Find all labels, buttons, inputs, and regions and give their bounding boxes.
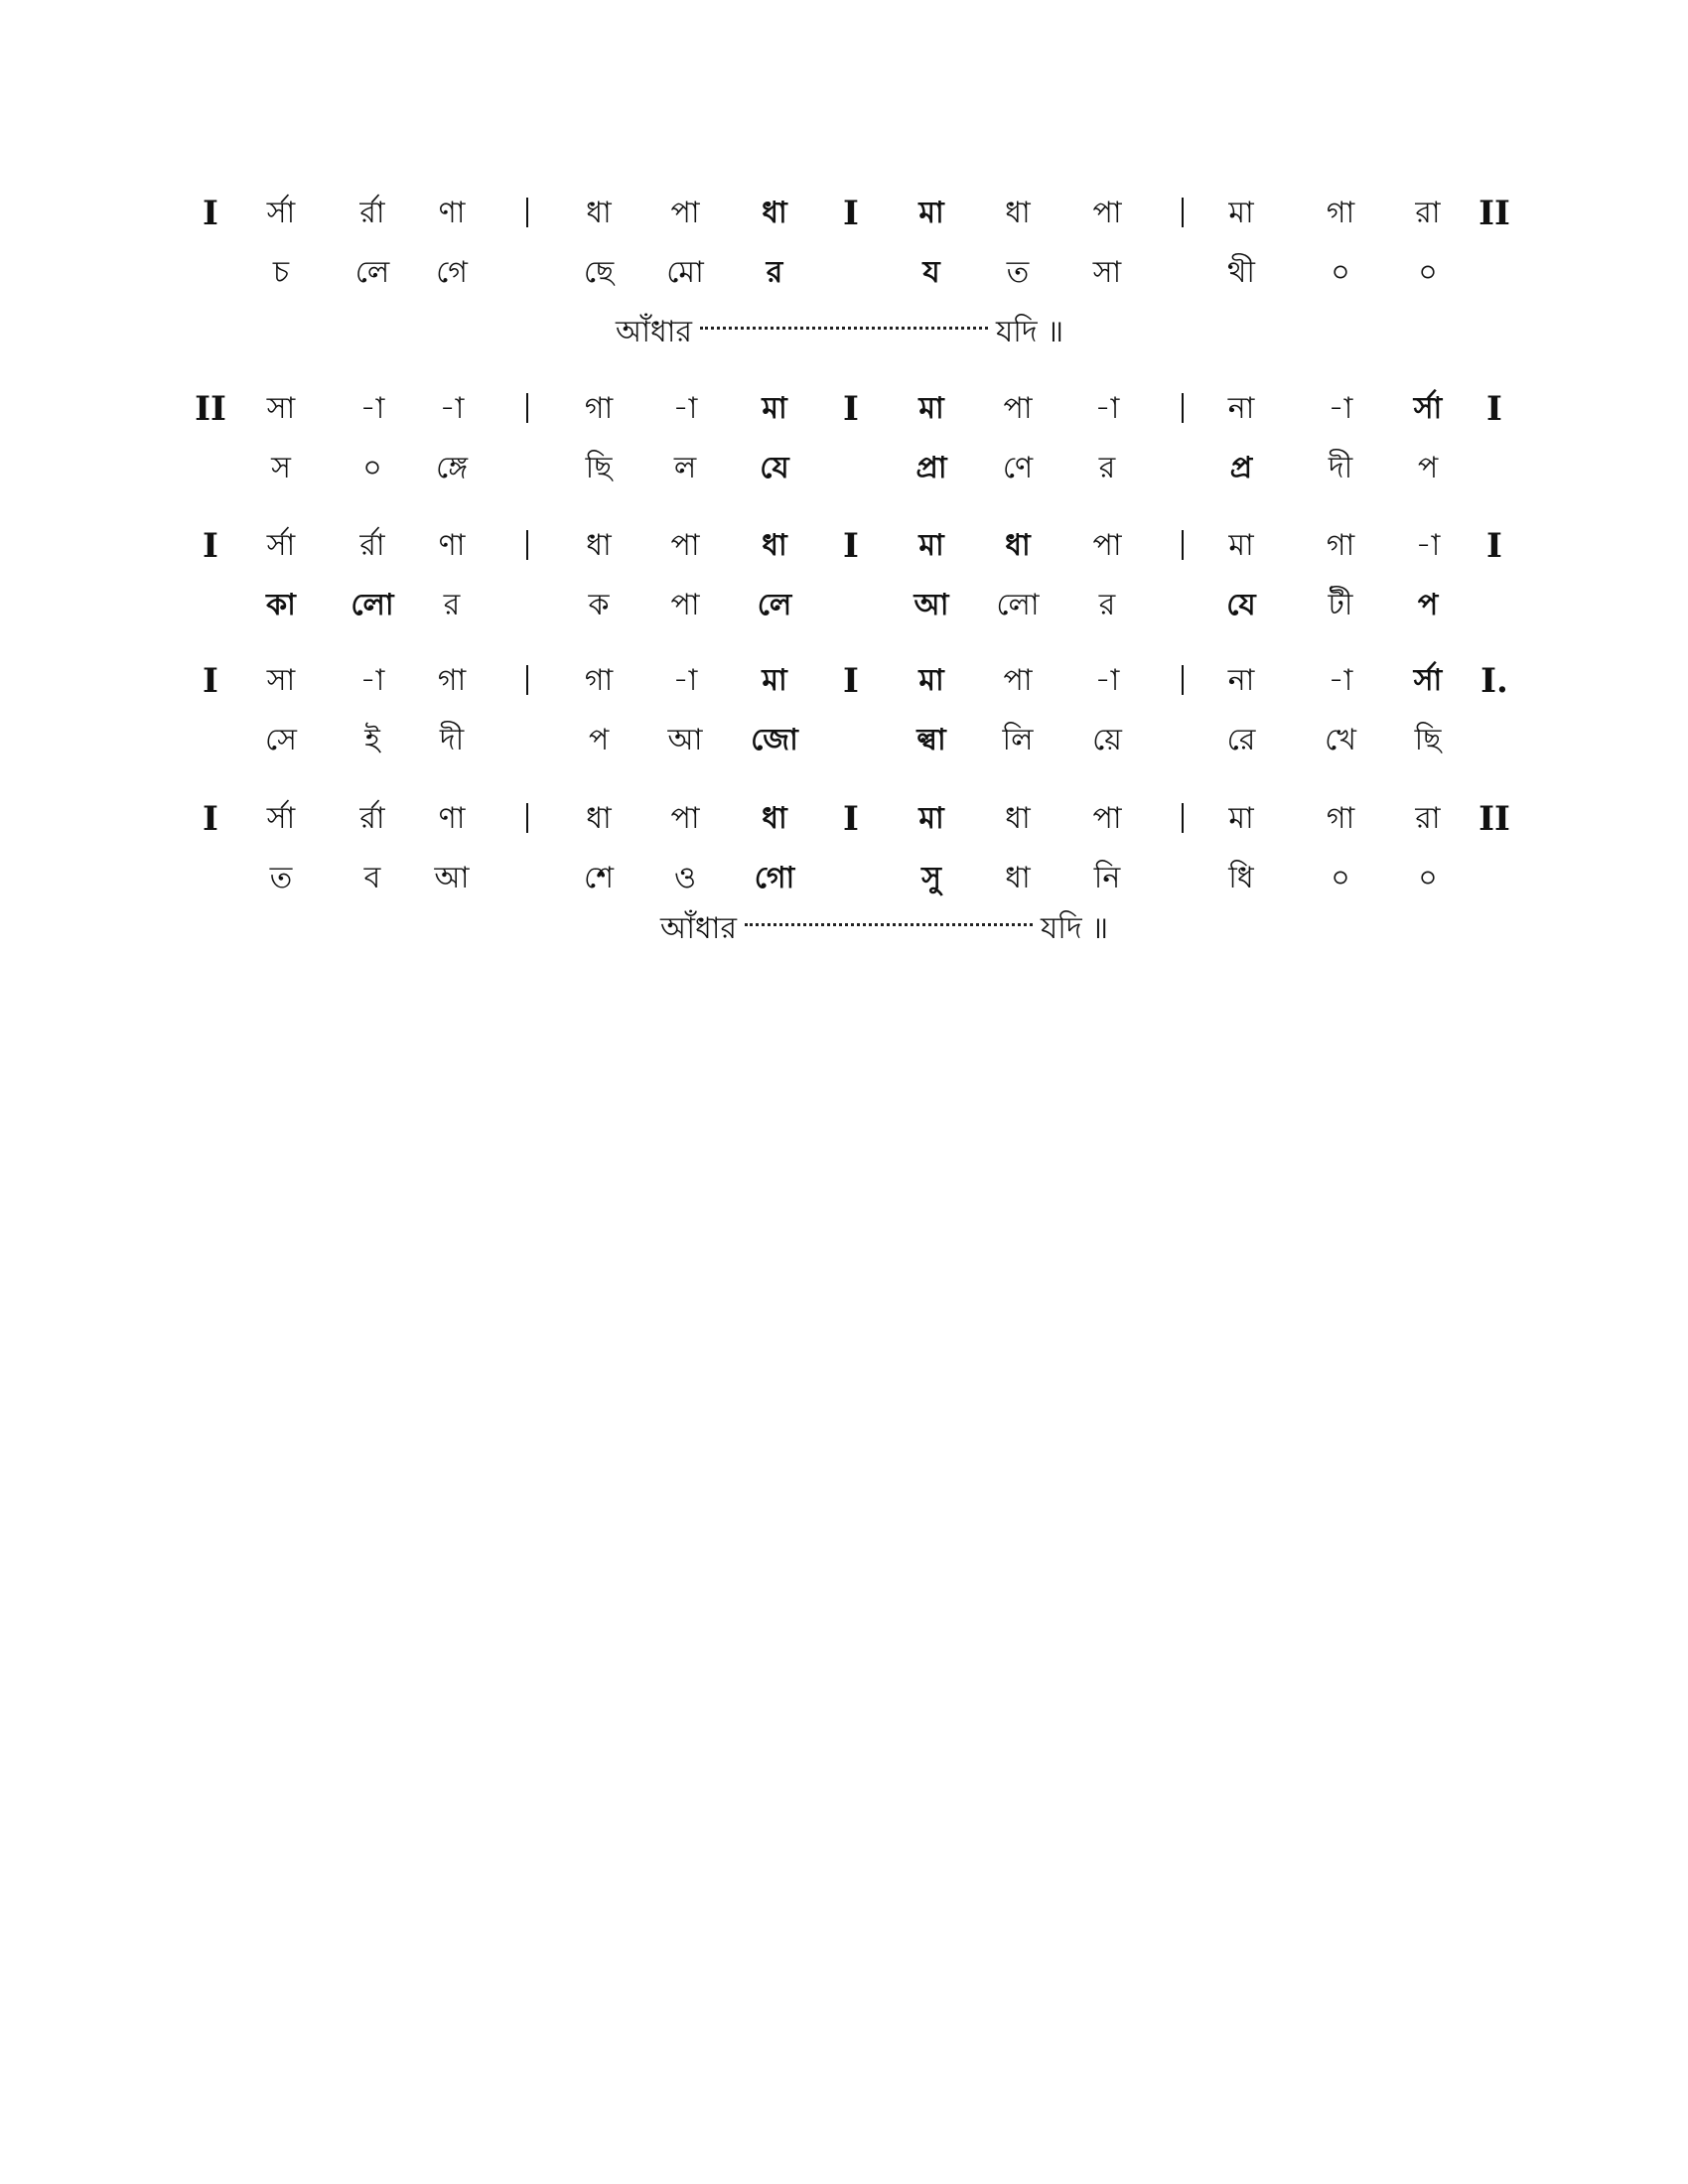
refrain-start: আঁধার	[660, 911, 738, 946]
note: -া	[1328, 391, 1353, 426]
lyric-syllable: সা	[1092, 255, 1122, 290]
notes-row	[0, 789, 1688, 849]
lyric-syllable: র	[443, 588, 461, 622]
lyric-syllable: ০	[362, 451, 382, 485]
note: পা	[1003, 663, 1033, 698]
lyric-syllable: প	[588, 723, 610, 757]
lyric-syllable: খে	[1325, 723, 1356, 757]
lyric-syllable: যে	[760, 451, 789, 485]
note: ণা	[438, 196, 466, 230]
note: ধা	[762, 801, 787, 836]
lyric-syllable: ছে	[583, 255, 615, 290]
note: র্রা	[359, 528, 385, 563]
note: ধা	[586, 196, 612, 230]
bar-line	[526, 198, 528, 227]
lyric-syllable: গো	[754, 861, 795, 895]
note: -া	[672, 391, 698, 426]
lyric-syllable: যে	[1226, 588, 1256, 622]
start-mark: I	[203, 661, 218, 701]
lyric-syllable: গে	[436, 255, 468, 290]
note: না	[1227, 663, 1255, 698]
lyric-syllable: ক	[588, 588, 610, 622]
bar-line	[526, 530, 528, 560]
start-mark: II	[195, 389, 226, 429]
note: পা	[1003, 391, 1033, 426]
end-mark: I	[1486, 389, 1502, 429]
note: র্সা	[266, 196, 296, 230]
note: ধা	[586, 801, 612, 836]
refrain-line	[660, 899, 1108, 959]
lyric-syllable: লে	[354, 255, 390, 290]
lyric-syllable: ত	[269, 861, 293, 895]
lyric-syllable: সু	[921, 861, 941, 895]
note: -া	[439, 391, 465, 426]
note: পা	[670, 801, 700, 836]
lyric-syllable: জো	[751, 723, 798, 757]
lyric-syllable: শে	[584, 861, 614, 895]
lyric-syllable: লি	[1002, 723, 1034, 757]
note: র্রা	[359, 801, 385, 836]
lyric-syllable: মো	[666, 255, 704, 290]
lyric-syllable: টী	[1328, 588, 1353, 622]
note: মা	[762, 391, 787, 426]
refrain-end: যদি ॥	[1041, 911, 1109, 946]
end-mark: II	[1478, 799, 1510, 839]
note: -া	[1415, 528, 1441, 563]
note: র্সা	[266, 801, 296, 836]
note: গা	[584, 391, 614, 426]
lyrics-row	[0, 711, 1688, 770]
lyric-syllable: প্রা	[915, 451, 947, 485]
start-mark: I	[203, 526, 218, 566]
note: -া	[1094, 663, 1120, 698]
notes-row	[0, 651, 1688, 711]
end-mark: I	[1486, 526, 1502, 566]
note: -া	[672, 663, 698, 698]
note: মা	[1228, 801, 1254, 836]
lyric-syllable: লো	[351, 588, 394, 622]
note: রা	[1415, 196, 1441, 230]
note: মা	[762, 663, 787, 698]
lyric-syllable: ছি	[585, 451, 613, 485]
lyric-syllable: ল্বা	[916, 723, 946, 757]
lyric-syllable: লে	[757, 588, 792, 622]
refrain-end: যদি ॥	[996, 315, 1064, 349]
note: ণা	[438, 528, 466, 563]
note: পা	[670, 528, 700, 563]
note: পা	[1092, 196, 1122, 230]
lyric-syllable: ণে	[1002, 451, 1034, 485]
lyric-syllable: ই	[364, 723, 380, 757]
lyric-syllable: র	[1098, 588, 1116, 622]
lyric-syllable: র	[766, 255, 783, 290]
measure-divider: I	[843, 799, 859, 839]
bar-line	[1182, 803, 1184, 833]
lyrics-row	[0, 576, 1688, 635]
note: মা	[918, 391, 944, 426]
lyric-syllable: ত	[1006, 255, 1030, 290]
note: র্সা	[1413, 391, 1443, 426]
note: ধা	[1005, 196, 1031, 230]
lyric-syllable: ০	[1331, 861, 1350, 895]
note: -া	[1094, 391, 1120, 426]
lyric-syllable: আ	[914, 588, 949, 622]
lyric-syllable: প	[1417, 588, 1439, 622]
lyric-syllable: রে	[1226, 723, 1256, 757]
lyric-syllable: র	[1098, 451, 1116, 485]
note: পা	[1092, 528, 1122, 563]
refrain-dots	[745, 923, 1033, 926]
note: র্সা	[266, 528, 296, 563]
note: র্রা	[359, 196, 385, 230]
lyric-syllable: ধি	[1228, 861, 1254, 895]
notes-row	[0, 516, 1688, 576]
measure-divider: I	[843, 194, 859, 233]
lyric-syllable: ল	[673, 451, 697, 485]
lyric-syllable: কা	[266, 588, 296, 622]
lyric-syllable: স	[271, 451, 291, 485]
note: না	[1227, 391, 1255, 426]
note: পা	[1092, 801, 1122, 836]
lyric-syllable: পা	[670, 588, 700, 622]
lyric-syllable: ও	[673, 861, 697, 895]
note: ণা	[438, 801, 466, 836]
lyric-syllable: প্র	[1229, 451, 1253, 485]
start-mark: I	[203, 194, 218, 233]
lyric-syllable: আ	[434, 861, 470, 895]
end-mark: II	[1478, 194, 1510, 233]
note: ধা	[586, 528, 612, 563]
lyrics-row	[0, 243, 1688, 303]
lyrics-row	[0, 439, 1688, 498]
note: মা	[918, 663, 944, 698]
note: মা	[1228, 196, 1254, 230]
lyric-syllable: লো	[996, 588, 1040, 622]
note: র্সা	[1413, 663, 1443, 698]
refrain-line	[616, 303, 1063, 362]
lyric-syllable: য	[922, 255, 940, 290]
notes-row	[0, 379, 1688, 439]
notes-row	[0, 184, 1688, 243]
note: -া	[359, 663, 385, 698]
note: ধা	[762, 196, 787, 230]
measure-divider: I	[843, 661, 859, 701]
lyric-syllable: য়ে	[1092, 723, 1122, 757]
lyric-syllable: ০	[1418, 861, 1438, 895]
note: ধা	[762, 528, 787, 563]
end-mark: I.	[1480, 661, 1508, 701]
note: গা	[1326, 528, 1355, 563]
lyric-syllable: ০	[1418, 255, 1438, 290]
note: গা	[1326, 801, 1355, 836]
note: মা	[918, 528, 944, 563]
lyric-syllable: ব	[363, 861, 381, 895]
lyric-syllable: দী	[439, 723, 465, 757]
note: রা	[1415, 801, 1441, 836]
refrain-start: আঁধার	[616, 315, 693, 349]
measure-divider: I	[843, 389, 859, 429]
lyric-syllable: প	[1417, 451, 1439, 485]
note: সা	[266, 391, 296, 426]
note: ধা	[1005, 528, 1031, 563]
start-mark: I	[203, 799, 218, 839]
lyric-syllable: দী	[1328, 451, 1353, 485]
bar-line	[1182, 198, 1184, 227]
note: মা	[918, 801, 944, 836]
lyric-syllable: আ	[667, 723, 703, 757]
measure-divider: I	[843, 526, 859, 566]
bar-line	[526, 393, 528, 423]
note: মা	[918, 196, 944, 230]
lyric-syllable: ০	[1331, 255, 1350, 290]
note: -া	[1328, 663, 1353, 698]
note: সা	[266, 663, 296, 698]
lyric-syllable: ঙ্গে	[435, 451, 469, 485]
note: মা	[1228, 528, 1254, 563]
note: গা	[437, 663, 467, 698]
lyric-syllable: থী	[1226, 255, 1255, 290]
refrain-dots	[700, 327, 988, 330]
lyric-syllable: ছি	[1414, 723, 1442, 757]
note: গা	[584, 663, 614, 698]
note: পা	[670, 196, 700, 230]
bar-line	[1182, 530, 1184, 560]
lyric-syllable: চ	[272, 255, 290, 290]
lyric-syllable: নি	[1093, 861, 1121, 895]
lyric-syllable: ধা	[1005, 861, 1031, 895]
bar-line	[526, 665, 528, 695]
bar-line	[1182, 665, 1184, 695]
lyric-syllable: সে	[265, 723, 297, 757]
bar-line	[526, 803, 528, 833]
note: ধা	[1005, 801, 1031, 836]
note: গা	[1326, 196, 1355, 230]
note: -া	[359, 391, 385, 426]
bar-line	[1182, 393, 1184, 423]
